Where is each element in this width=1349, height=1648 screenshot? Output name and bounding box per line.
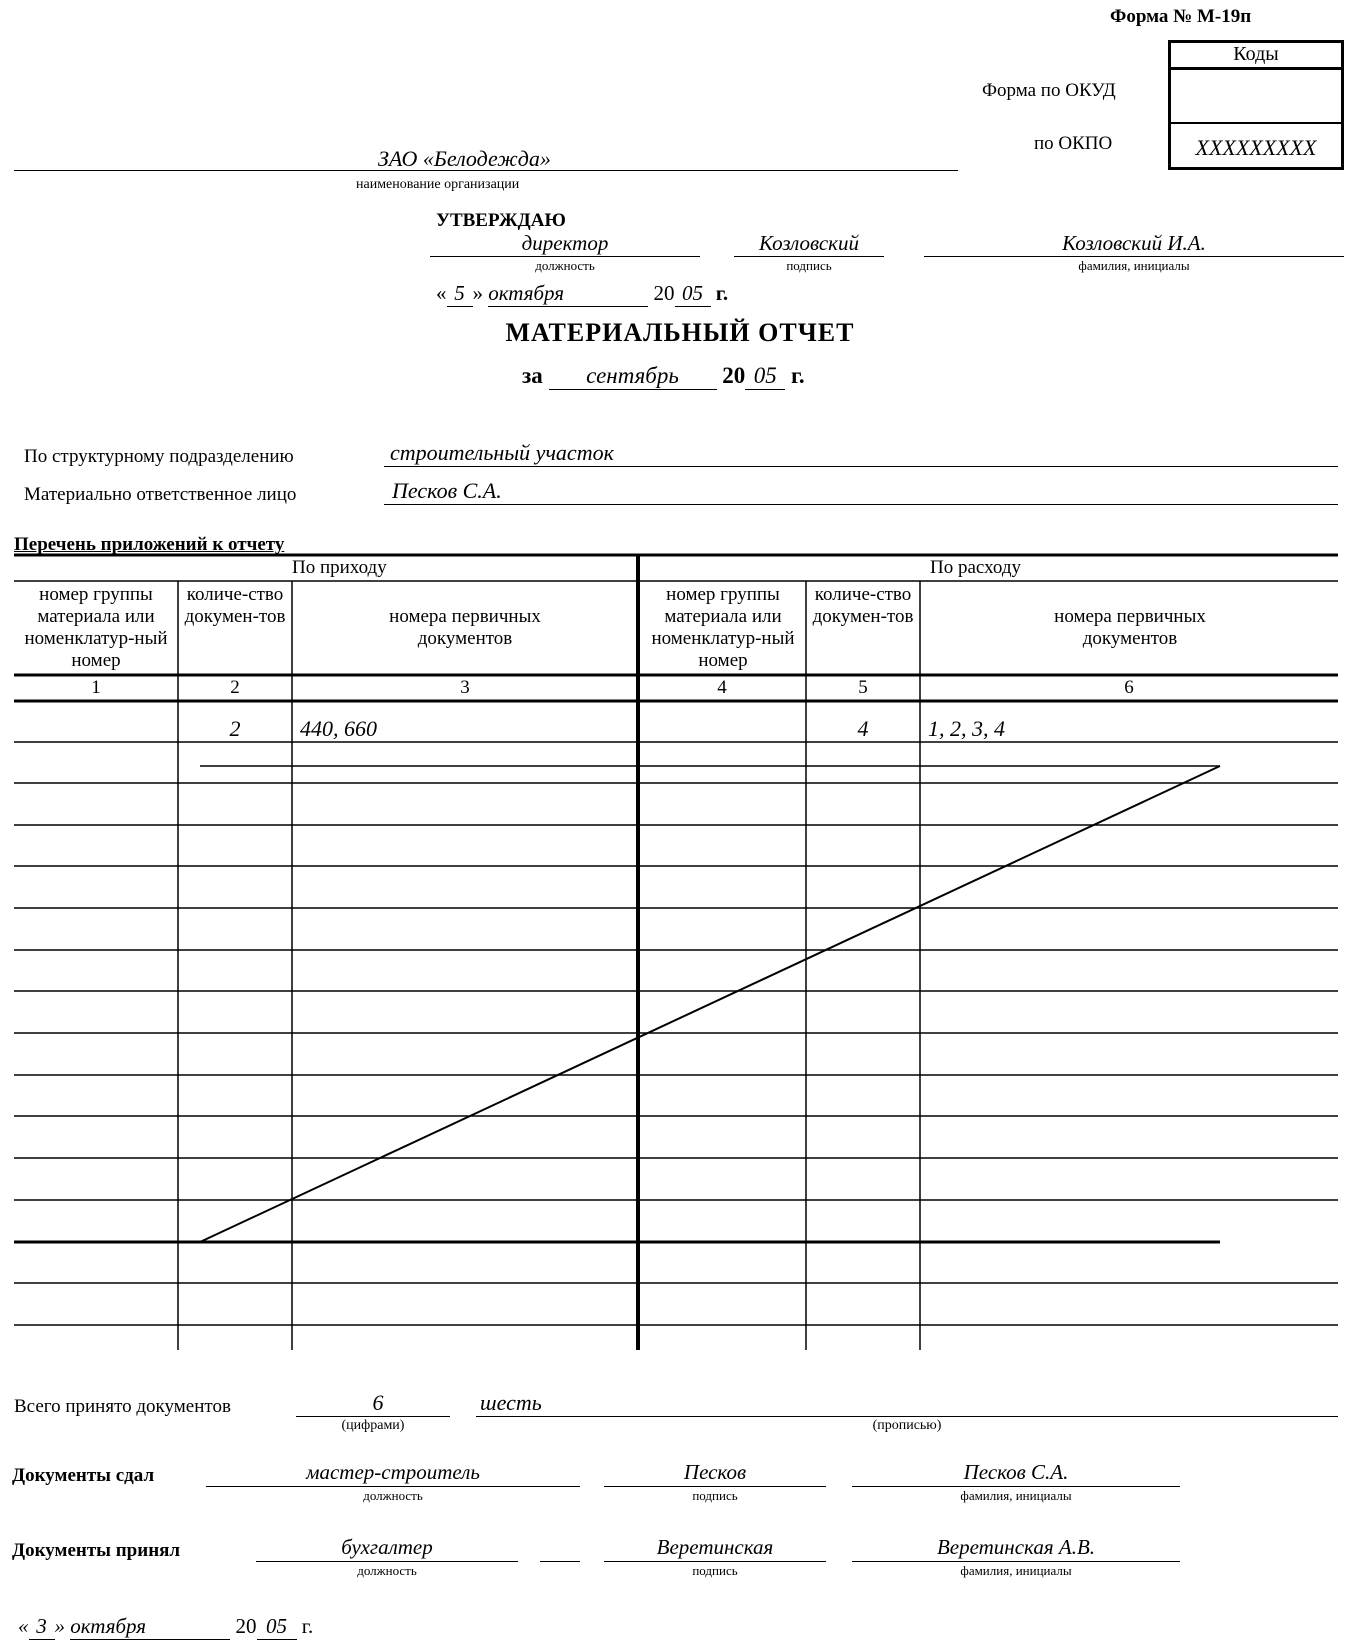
col-number-5: 5 [858,677,868,698]
col-number-2: 2 [230,677,240,698]
codes-box [1168,40,1344,170]
row-cell-3: 440, 660 [300,716,377,741]
col-header-3: номера первичных документов [389,606,541,649]
period-prefix: за [522,363,543,388]
final-date-day: 3 [29,1614,55,1640]
division-underline [384,466,1338,467]
approval-name: Козловский И.А. [1062,231,1206,255]
received-name-underline [852,1561,1180,1562]
approval-date-suffix: г. [715,281,729,305]
row-cell-5: 4 [857,716,869,741]
codes-header: Коды [1171,43,1341,70]
form-number: Форма № М-19п [1110,6,1252,27]
period-suffix: г. [791,363,805,388]
handed-position: мастер-строитель [306,1460,480,1484]
approval-date-year: 05 [675,281,711,307]
col-header-2: количе-ство докумен-тов [184,584,286,627]
col-header-6: номера первичных документов [1054,606,1206,649]
approval-signature-underline [734,256,884,257]
approval-position-caption: должность [535,258,595,273]
total-words-caption: (прописью) [872,1418,942,1433]
approval-signature-caption: подпись [786,258,832,273]
approval-position-underline [430,256,700,257]
approval-date-close: » [472,281,483,305]
period-month: сентябрь [549,363,717,390]
organization-name: ЗАО «Белодежда» [378,146,551,171]
total-words: шесть [480,1390,542,1415]
handed-name: Песков С.А. [963,1460,1069,1484]
final-date [18,1614,313,1640]
received-position-caption: должность [357,1563,417,1578]
organization-caption: наименование организации [356,177,520,192]
handed-signature-caption: подпись [692,1488,738,1503]
handed-signature-underline [604,1486,826,1487]
final-date-year: 05 [257,1614,297,1640]
final-date-suffix: г. [301,1614,314,1638]
col-header-4: номер группы материала или номенклатур-ный номер [651,584,795,671]
responsible-underline [384,504,1338,505]
responsible-label: Материально ответственное лицо [24,484,297,505]
report-period [522,363,805,390]
period-year: 05 [745,363,785,390]
received-name-caption: фамилия, инициалы [960,1563,1072,1578]
responsible-value: Песков С.А. [392,478,502,503]
okpo-label: по ОКПО [1034,133,1113,154]
final-date-year-prefix: 20 [235,1614,257,1638]
col-number-3: 3 [460,677,470,698]
total-digits-underline [296,1416,450,1417]
expense-header: По расходу [930,557,1021,578]
total-label: Всего принято документов [14,1396,231,1417]
total-words-underline [476,1416,1338,1417]
income-header: По приходу [292,557,387,578]
col-number-6: 6 [1124,677,1134,698]
period-year-prefix: 20 [722,363,746,388]
approval-date-year-prefix: 20 [653,281,675,305]
handed-name-underline [852,1486,1180,1487]
total-digits-caption: (цифрами) [341,1418,405,1433]
received-label: Документы принял [12,1540,181,1561]
handed-signature: Песков [683,1460,747,1484]
received-name: Веретинская А.В. [936,1535,1096,1559]
handed-label: Документы сдал [12,1465,155,1486]
handed-position-caption: должность [363,1488,423,1503]
approval-date-month: октября [488,281,648,307]
received-signature-underline [604,1561,826,1562]
handed-position-underline [206,1486,580,1487]
received-signature: Веретинская [656,1535,774,1559]
col-header-5: количе-ство докумен-тов [812,584,914,627]
received-signature-caption: подпись [692,1563,738,1578]
final-date-close: » [54,1614,65,1638]
approval-heading: УТВЕРЖДАЮ [436,210,566,231]
approval-date-day: 5 [447,281,473,307]
col-number-4: 4 [717,677,727,698]
received-position-underline [256,1561,518,1562]
approval-name-underline [924,256,1344,257]
handed-name-caption: фамилия, инициалы [960,1488,1072,1503]
row-cell-6: 1, 2, 3, 4 [928,716,1005,741]
approval-name-caption: фамилия, инициалы [1078,258,1190,273]
approval-date [436,281,728,307]
attachments-heading: Перечень приложений к отчету [14,534,285,555]
approval-signature: Козловский [759,231,859,255]
received-position: бухгалтер [341,1535,433,1559]
organization-underline [14,170,958,171]
final-date-open: « [18,1614,29,1638]
col-number-1: 1 [91,677,101,698]
okud-label: Форма по ОКУД [982,80,1116,101]
division-label: По структурному подразделению [24,446,294,467]
report-title: МАТЕРИАЛЬНЫЙ ОТЧЕТ [505,318,855,347]
col-header-1: номер группы материала или номенклатур-ный номер [24,584,168,671]
z-strike-diagonal [200,766,1220,1242]
okpo-code-cell: XXXXXXXXX [1195,135,1317,160]
received-position-underline-ext [540,1561,580,1562]
final-date-month: октября [70,1614,230,1640]
total-digits: 6 [372,1390,384,1415]
approval-position: директор [521,231,609,255]
okud-code-cell [1171,70,1341,124]
row-cell-2: 2 [229,716,241,741]
division-value: строительный участок [390,440,614,465]
approval-date-open: « [436,281,447,305]
